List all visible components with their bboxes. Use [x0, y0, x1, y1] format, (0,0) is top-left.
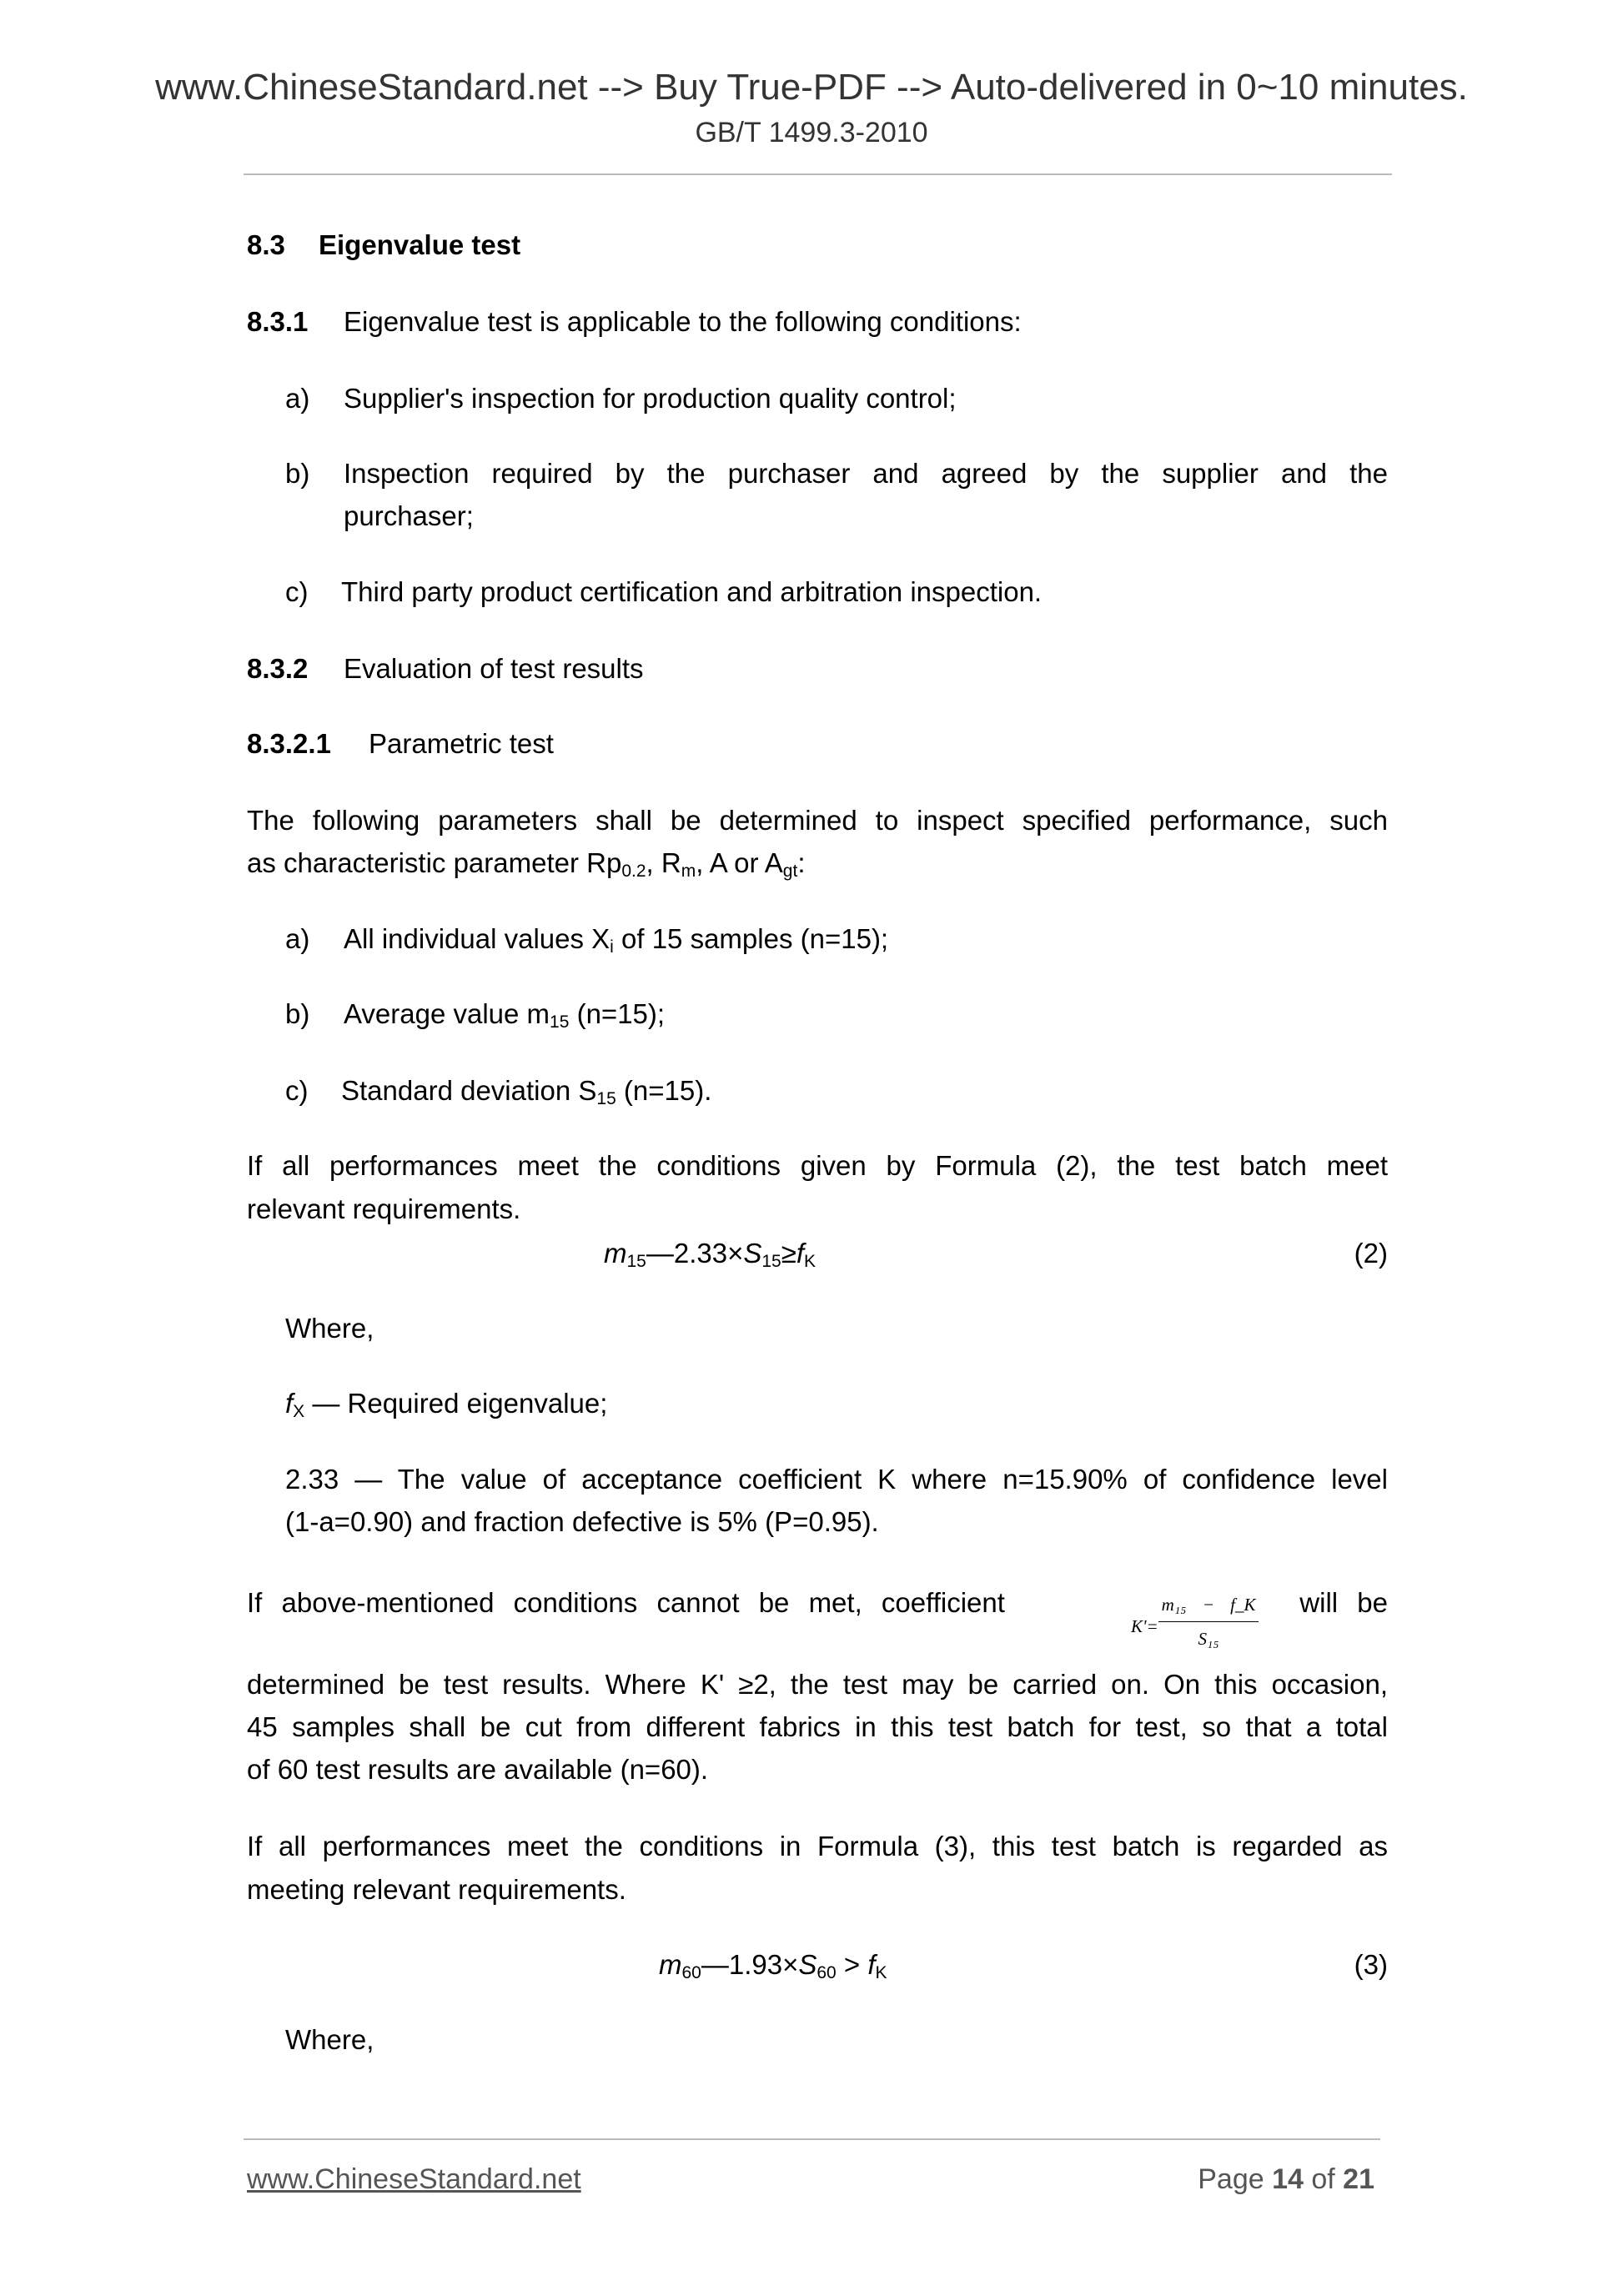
paragraph-formula2-cont: relevant requirements.	[247, 1193, 521, 1224]
formula-3-number: (3)	[1354, 1949, 1388, 1980]
paragraph-formula3-cont: meeting relevant requirements.	[247, 1874, 626, 1905]
condition-c: c) Third party product certification and arbitration inspection.	[285, 576, 1043, 607]
paragraph-formula2: If all performances meet the conditions given by Formula (2), the test batch meet	[247, 1150, 1388, 1181]
condition-b: b) Inspection required by the purchaser and agreed by the supplier and the	[285, 458, 1388, 489]
item-a: a) All individual values $X_i$ of 15 samples (n=15);	[285, 923, 889, 957]
header-banner: www.ChineseStandard.net --> Buy True-PDF --> Auto-delivered in 0~10 minutes.	[155, 67, 1468, 108]
paragraph-coefficient-l2: determined be test results. Where K' ≥2, the test may be carried on. On this occasion,	[247, 1669, 1388, 1700]
where-label: Where,	[285, 1313, 374, 1344]
paragraph-coefficient-l4: of 60 test results are available (n=60).	[247, 1754, 709, 1785]
document-page: www.ChineseStandard.net --> Buy True-PDF --> Auto-delivered in 0~10 minutes. GB/T 1499.3-2010 8.3 Eigenvalue test 8.3.1 Eigenvalue test is applicable to the following conditions: a) Supplier's inspection for production quality control; b) Inspection required by the purchaser and agreed by the supplier and the purchaser; c) Third party product certification and arbitration inspection. 8.3.2 Evaluation of test results 8.3.2.1 Parametric test The following parameters shall be determined to inspect specified performance, such as characteristic parameter $Rp_{0.2}$, $R_m$, A or $A_{gt}$: a) All individual values $X_i$ of 15 samples (n=15); b) Average value $m_{15}$ (n=15); c) Standard deviation $S_{15}$ (n=15). If all performances meet the conditions given by Formula (2), the test batch meet relevant requirements. $m_{15}—2.33\times S_{15}\ge f_K$ (2) Where, $f_X$ — Required eigenvalue; 2.33 — The value of acceptance coefficient K where n=15.90% of confidence level (1-a=0.90) and fraction defective is 5% (P=0.95). If above-mentioned conditions cannot be met, coefficient K'= $\frac{\text{m₁₅ − f\_K}}{\text{S₁₅}}$ will be determined be test results. Where K' ≥2, the test may be carried on. On this occasion, 45 samples shall be cut from different fabrics in this test batch for test, so that a total of 60 test results are available (n=60). If all performances meet the conditions in Formula (3), this test batch is regarded as meeting relevant requirements. $m_{60}—1.93\times S_{60} > f_K$ (3) Where, www.ChineseStandard.net Page 14 of 21	[0, 0, 1623, 2296]
footer-rule	[244, 2138, 1380, 2140]
item-b: b) Average value $m_{15}$ (n=15);	[285, 998, 666, 1032]
definition-2-33: 2.33 — The value of acceptance coefficient K where n=15.90% of confidence level	[285, 1464, 1388, 1495]
paragraph-parameters: The following parameters shall be determined to inspect specified performance, such	[247, 805, 1388, 836]
section-8-3-heading: 8.3 Eigenvalue test	[247, 229, 521, 260]
section-8-3-1: 8.3.1 Eigenvalue test is applicable to the following conditions:	[247, 306, 1022, 337]
section-8-3-2-1: 8.3.2.1 Parametric test	[247, 728, 554, 759]
condition-a: a) Supplier's inspection for production quality control;	[285, 383, 957, 414]
where-label-2: Where,	[285, 2024, 374, 2055]
paragraph-parameters-cont: as characteristic parameter $Rp_{0.2}$, $R_m$, A or $A_{gt}$:	[247, 847, 806, 881]
section-8-3-2: 8.3.2 Evaluation of test results	[247, 653, 644, 684]
paragraph-coefficient-l3: 45 samples shall be cut from different fabrics in this test batch for test, so that a total	[247, 1711, 1388, 1742]
item-c: c) Standard deviation $S_{15}$ (n=15).	[285, 1075, 712, 1108]
paragraph-formula3: If all performances meet the conditions in Formula (3), this test batch is regarded as	[247, 1831, 1388, 1861]
condition-b-cont: purchaser;	[344, 500, 474, 531]
footer-link[interactable]: www.ChineseStandard.net	[247, 2163, 581, 2195]
definition-2-33-cont: (1-a=0.90) and fraction defective is 5% (P=0.95).	[285, 1506, 879, 1537]
page-number: Page 14 of 21	[1198, 2163, 1374, 2195]
paragraph-coefficient: If above-mentioned conditions cannot be met, coefficient K'= $\frac{\text{m₁₅ − f\_K}}{\text{S₁₅}}$ will be	[247, 1586, 1388, 1620]
formula-2-number: (2)	[1354, 1238, 1388, 1269]
doc-id: GB/T 1499.3-2010	[695, 117, 928, 148]
definition-fx: $f_X$ — Required eigenvalue;	[285, 1388, 608, 1421]
header-rule	[244, 173, 1392, 175]
k-prime-formula: K'= $\frac{\text{m₁₅ − f\_K}}{\text{S₁₅}}$	[1131, 1583, 1259, 1650]
